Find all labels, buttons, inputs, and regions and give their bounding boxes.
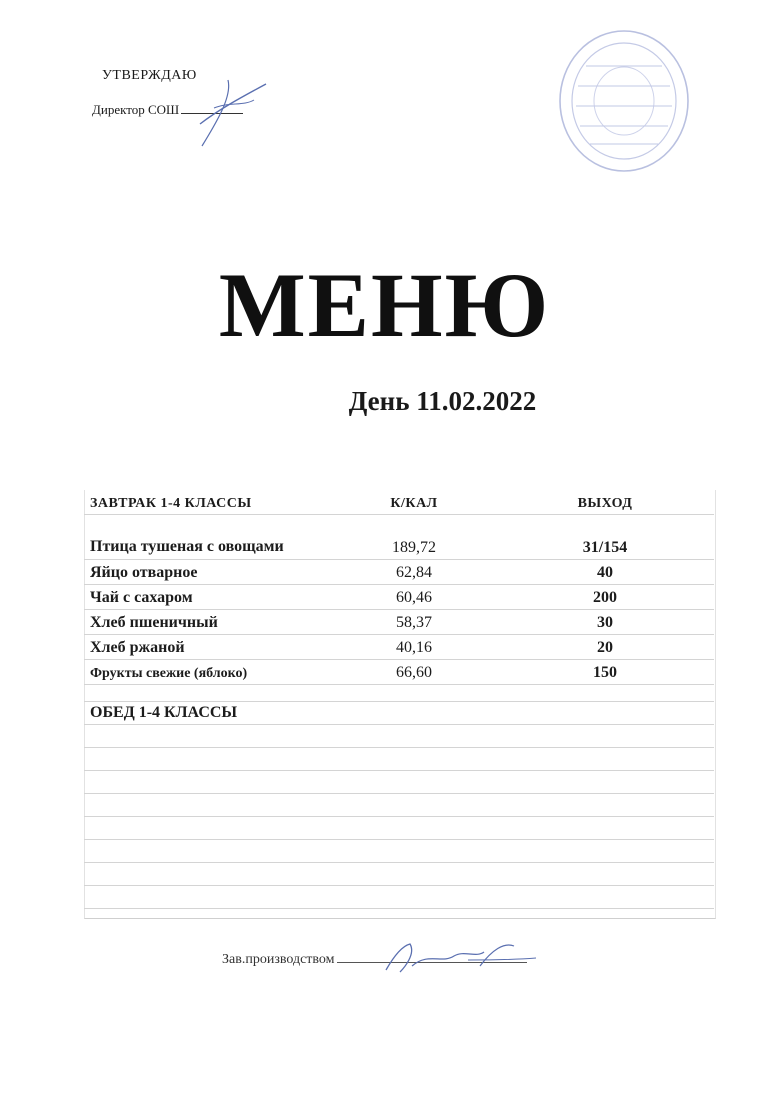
approved-label: УТВЕРЖДАЮ: [102, 68, 197, 83]
empty-row: [84, 863, 714, 886]
dish-output: 20: [597, 639, 613, 656]
manager-signature: [380, 936, 540, 980]
dish-kcal: 60,46: [396, 589, 432, 606]
table-row: [84, 610, 714, 635]
dish-name: Яйцо отварное: [90, 564, 198, 581]
lunch-header-row: [84, 702, 714, 725]
dish-name: Хлеб ржаной: [90, 639, 185, 656]
dish-kcal: 58,37: [396, 614, 432, 631]
header-lunch: ОБЕД 1-4 КЛАССЫ: [90, 704, 238, 721]
table-row: [84, 560, 714, 585]
dish-kcal: 66,60: [396, 664, 432, 681]
table-spacer-row: [84, 685, 714, 702]
dish-output: 30: [597, 614, 613, 631]
dish-kcal: 62,84: [396, 564, 432, 581]
production-manager-label: Зав.производством: [222, 952, 335, 967]
director-signature: [188, 62, 278, 152]
header-output: ВЫХОД: [577, 496, 633, 511]
empty-row: [84, 771, 714, 794]
table-row: [84, 635, 714, 660]
page-title: МЕНЮ: [218, 254, 551, 356]
empty-row: [84, 794, 714, 817]
dish-kcal: 189,72: [392, 539, 436, 556]
header-kcal: К/КАЛ: [390, 496, 438, 511]
table-row: [84, 660, 714, 685]
dish-name: Чай с сахаром: [90, 589, 193, 606]
school-seal-stamp: [556, 26, 692, 176]
menu-table: [84, 490, 714, 909]
header-breakfast: ЗАВТРАК 1-4 КЛАССЫ: [90, 496, 252, 511]
dish-output: 150: [593, 664, 617, 681]
empty-row: [84, 817, 714, 840]
dish-output: 31/154: [582, 539, 628, 556]
dish-output: 40: [597, 564, 613, 581]
table-row: [84, 585, 714, 610]
dish-name: Хлеб пшеничный: [90, 614, 218, 631]
table-header-row: [84, 490, 714, 515]
empty-row: [84, 840, 714, 863]
director-label: Директор СОШ: [92, 102, 180, 117]
menu-date: День 11.02.2022: [348, 386, 537, 416]
empty-row: [84, 725, 714, 748]
table-row: [84, 515, 714, 560]
dish-output: 200: [593, 589, 617, 606]
empty-row: [84, 886, 714, 909]
empty-row: [84, 748, 714, 771]
dish-kcal: 40,16: [396, 639, 432, 656]
dish-name: Фрукты свежие (яблоко): [90, 666, 248, 681]
dish-name: Птица тушеная с овощами: [90, 538, 284, 555]
